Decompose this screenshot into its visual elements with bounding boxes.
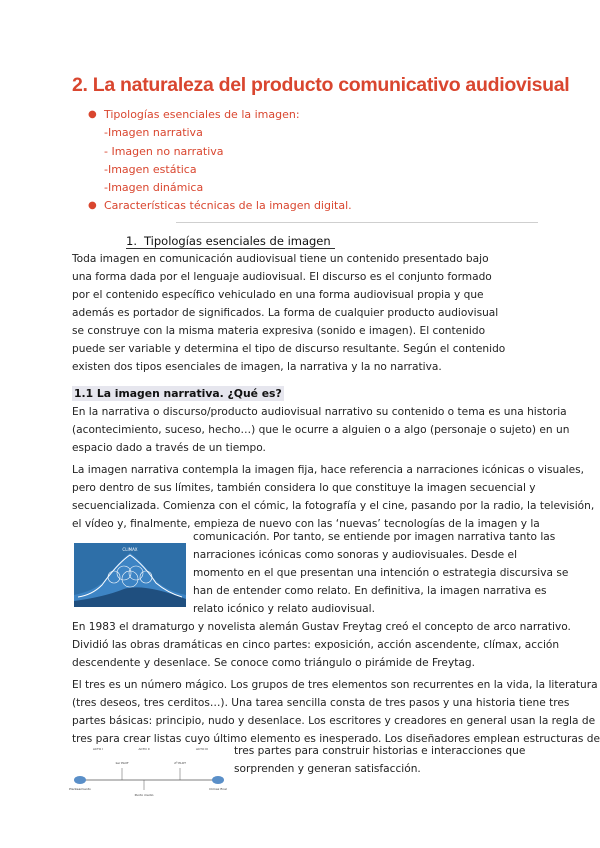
text-line: momento en el que presentan una intención o estrategia discursiva se [193, 567, 569, 579]
start-label: Planteamiento [69, 787, 91, 791]
text-line: han de entender como relato. En definitiva, la imagen narrativa es [193, 585, 547, 597]
bullet-icon: ● [88, 109, 97, 120]
list-item-label: Tipologías esenciales de la imagen: [104, 108, 300, 121]
paragraph [72, 676, 600, 748]
text-line: tres partes para construir historias e interacciones que [234, 745, 526, 757]
text-line: además es portador de significados. La forma de cualquier producto audiovisual [72, 307, 499, 319]
text-line: tres para crear listas cuyo último elemento es inesperado. Los diseñadores emplean estructuras de [72, 733, 600, 745]
sub-item: -Imagen estática [104, 162, 197, 176]
text-line: En 1983 el dramaturgo y novelista alemán Gustav Freytag creó el concepto de arco narrativo. [72, 621, 571, 633]
sub-item: - Imagen no narrativa [104, 144, 224, 158]
act-label: ACTO I [92, 747, 104, 751]
text-line: existen dos tipos esenciales de imagen, la narrativa y la no narrativa. [72, 361, 442, 373]
act-label: ACTO II [138, 747, 150, 751]
text-line: El tres es un número mágico. Los grupos de tres elementos son recurrentes en la vida, la literatura [72, 679, 598, 691]
topic-list [88, 106, 352, 216]
section-paragraph [72, 250, 505, 376]
end-node [212, 776, 224, 784]
text-line: relato icónico y relato audiovisual. [193, 603, 375, 615]
text-line: puede ser variable y determina el tipo de discurso resultante. Según el contenido [72, 343, 506, 355]
divider [176, 222, 538, 223]
text-line: comunicación. Por tanto, se entiende por imagen narrativa tanto las [193, 531, 556, 543]
section-heading [126, 234, 335, 249]
sub-item: -Imagen dinámica [104, 181, 204, 195]
paragraph [72, 403, 569, 457]
text-line: el vídeo y, finalmente, empieza de nuevo con las ‘nuevas’ tecnologías de la imagen y la [72, 518, 540, 530]
text-line: descendente y desenlace. Se conoce como triángulo o pirámide de Freytag. [72, 657, 475, 669]
section-heading-text: Tipologías esenciales de imagen [144, 234, 331, 248]
climax-label: CLIMAX [122, 547, 138, 552]
paragraph [72, 461, 594, 533]
text-line: pero dentro de sus límites, también considera lo que constituye la imagen secuencial y [72, 482, 536, 494]
section-number: 1. [126, 234, 137, 248]
text-line: En la narrativa o discurso/producto audiovisual narrativo su contenido o tema es una historia [72, 406, 567, 418]
text-line: Dividió las obras dramáticas en cinco partes: exposición, acción ascendente, clímax, acción [72, 639, 560, 651]
paragraph-wrap [234, 742, 525, 778]
page-title: 2. La naturaleza del producto comunicativo audiovisual [72, 74, 570, 96]
plot-point-label: 1er PLOT [115, 761, 129, 765]
text-line: por el contenido específico vehiculado en una forma audiovisual propia y que [72, 289, 484, 301]
plot-point-label: 2º PLOT [174, 761, 186, 765]
sub-item: -Imagen narrativa [104, 126, 203, 140]
text-line: partes básicas: principio, nudo y desenlace. Los escritores y creadores en general usan la regla de [72, 715, 596, 727]
text-line: (acontecimiento, suceso, hecho…) que le ocurre a alguien o a algo (personaje o sujeto) en un [72, 424, 570, 436]
start-node [74, 776, 86, 784]
list-item [88, 106, 352, 124]
text-line: sorprenden y generan satisfacción. [234, 763, 421, 775]
list-item-label: Características técnicas de la imagen digital. [104, 199, 352, 213]
text-line: La imagen narrativa contempla la imagen fija, hace referencia a narraciones icónicas o visuales, [72, 464, 585, 476]
text-line: secuencializada. Comienza con el cómic, la fotografía y el cine, pasando por la radio, la televisión, [72, 500, 595, 512]
text-line: Toda imagen en comunicación audiovisual tiene un contenido presentado bajo [72, 253, 489, 265]
paragraph-wrap [193, 528, 568, 618]
text-line: se construye con la misma materia expresiva (sonido e imagen). El contenido [72, 325, 486, 337]
list-item [88, 197, 352, 215]
paragraph [72, 618, 571, 672]
text-line: narraciones icónicas como sonoras y audiovisuales. Desde el [193, 549, 518, 561]
subsection-heading: 1.1 La imagen narrativa. ¿Qué es? [74, 387, 282, 400]
text-line: una forma dada por el lenguaje audiovisual. El discurso es el conjunto formado [72, 271, 492, 283]
narrative-arc-image [74, 543, 186, 607]
end-label: Climax final [209, 787, 227, 791]
bullet-icon: ● [88, 200, 97, 212]
three-act-diagram [69, 744, 232, 804]
act-label: ACTO III [196, 747, 208, 751]
midpoint-label: Punto medio [134, 793, 154, 797]
text-line: (tres deseos, tres cerditos…). Una tarea sencilla consta de tres pasos y una historia tiene tres [72, 697, 570, 709]
text-line: espacio dado a través de un tiempo. [72, 442, 266, 454]
